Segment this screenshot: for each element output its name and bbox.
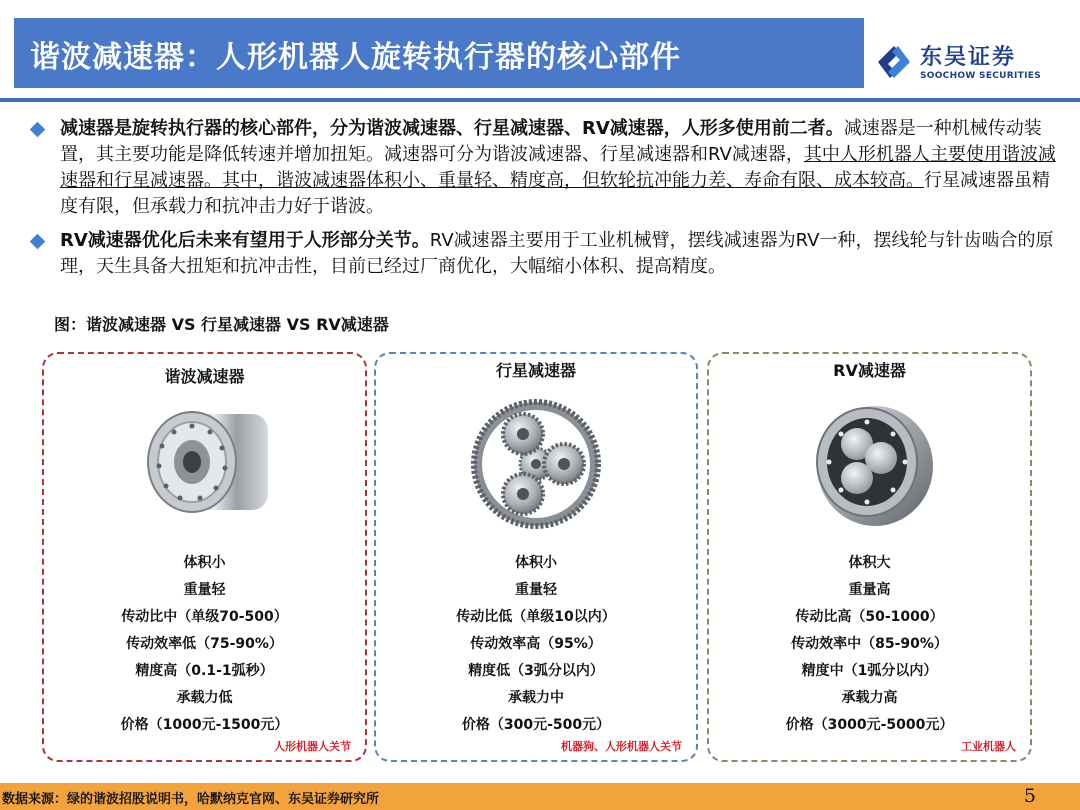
spec-price: 价格（1000元-1500元） xyxy=(120,717,289,733)
harmonic-reducer-card xyxy=(42,352,367,762)
spec-list xyxy=(44,550,365,739)
header-divider xyxy=(0,98,1080,102)
spec-load: 承载力高 xyxy=(841,690,898,706)
planetary-gear-image xyxy=(461,392,611,532)
logo-text-cn: 东吴证券 xyxy=(920,45,1017,70)
spec-efficiency: 传动效率低（75-90%） xyxy=(126,636,283,652)
spec-size: 体积小 xyxy=(515,555,557,571)
diamond-bullet-icon xyxy=(30,234,46,250)
footer-bar xyxy=(0,783,1080,810)
spec-load: 承载力低 xyxy=(176,690,233,706)
application-tag: 机器狗、人形机器人关节 xyxy=(561,740,682,753)
title-bar xyxy=(14,18,864,88)
spec-precision: 精度低（3弧分以内） xyxy=(468,663,604,679)
card-title: 行星减速器 xyxy=(495,361,576,380)
bullet-list xyxy=(28,116,1058,280)
page-title: 谐波减速器：人形机器人旋转执行器的核心部件 xyxy=(30,40,681,75)
page-number: 5 xyxy=(1023,785,1036,807)
card-title: RV减速器 xyxy=(833,361,906,380)
spec-efficiency: 传动效率中（85-90%） xyxy=(791,636,948,652)
spec-weight: 重量轻 xyxy=(515,582,557,598)
spec-load: 承载力中 xyxy=(508,690,564,706)
bullet-tail-text: 行星减速器虽精度有限，但承载力和抗冲击力好于谐波。 xyxy=(60,170,1050,217)
application-tag: 工业机器人 xyxy=(961,740,1016,753)
spec-efficiency: 传动效率高（95%） xyxy=(470,636,602,652)
bullet-item xyxy=(28,228,1058,280)
application-tag: 人形机器人关节 xyxy=(274,740,351,753)
data-source: 数据来源：绿的谐波招股说明书，哈默纳克官网、东吴证券研究所 xyxy=(2,792,380,807)
spec-ratio: 传动比高（50-1000） xyxy=(795,609,944,625)
spec-precision: 精度高（0.1-1弧秒） xyxy=(135,663,274,679)
bullet-bold-lead: 减速器是旋转执行器的核心部件，分为谐波减速器、行星减速器、RV减速器，人形多使用前二者。 xyxy=(60,118,844,139)
planetary-reducer-card xyxy=(374,352,698,762)
rv-reducer-card xyxy=(707,352,1032,762)
logo-text-en: SOOCHOW SECURITIES xyxy=(920,71,1041,81)
spec-size: 体积大 xyxy=(848,555,891,571)
bullet-item xyxy=(28,116,1058,220)
spec-price: 价格（3000元-5000元） xyxy=(785,717,954,733)
diamond-bullet-icon xyxy=(30,122,46,138)
bullet-underlined-text: 其中人形机器人主要使用谐波减速器和行星减速器。其中，谐波减速器体积小、重量轻、精度高，但软轮抗冲能力差、寿命有限、成本较高。 xyxy=(60,144,1056,191)
soochow-logo xyxy=(868,38,1058,90)
spec-list xyxy=(376,550,696,739)
bullet-text: RV减速器主要用于工业机械臂，摆线减速器为RV一种，摆线轮与针齿啮合的原理，天生具备大扭矩和抗冲击性，目前已经过厂商优化，大幅缩小体积、提高精度。 xyxy=(60,230,1054,277)
bullet-text: 减速器是一种机械传动装置，其主要功能是降低转速并增加扭矩。减速器可分为谐波减速器、行星减速器和RV减速器， xyxy=(60,118,1042,165)
spec-list xyxy=(709,550,1030,739)
card-title: 谐波减速器 xyxy=(164,367,245,386)
spec-ratio: 传动比低（单级10以内） xyxy=(456,609,616,625)
harmonic-reducer-image xyxy=(130,392,280,532)
spec-price: 价格（300元-500元） xyxy=(461,717,611,733)
bullet-bold-lead: RV减速器优化后未来有望用于人形部分关节。 xyxy=(60,230,430,251)
spec-weight: 重量轻 xyxy=(183,582,226,598)
spec-weight: 重量高 xyxy=(848,582,891,598)
spec-precision: 精度中（1弧分以内） xyxy=(801,663,938,679)
spec-size: 体积小 xyxy=(183,555,226,571)
spec-ratio: 传动比中（单级70-500） xyxy=(121,609,288,625)
soochow-logo-icon xyxy=(874,42,914,82)
rv-reducer-image xyxy=(795,392,945,532)
figure-caption: 图：谐波减速器 VS 行星减速器 VS RV减速器 xyxy=(54,315,389,334)
